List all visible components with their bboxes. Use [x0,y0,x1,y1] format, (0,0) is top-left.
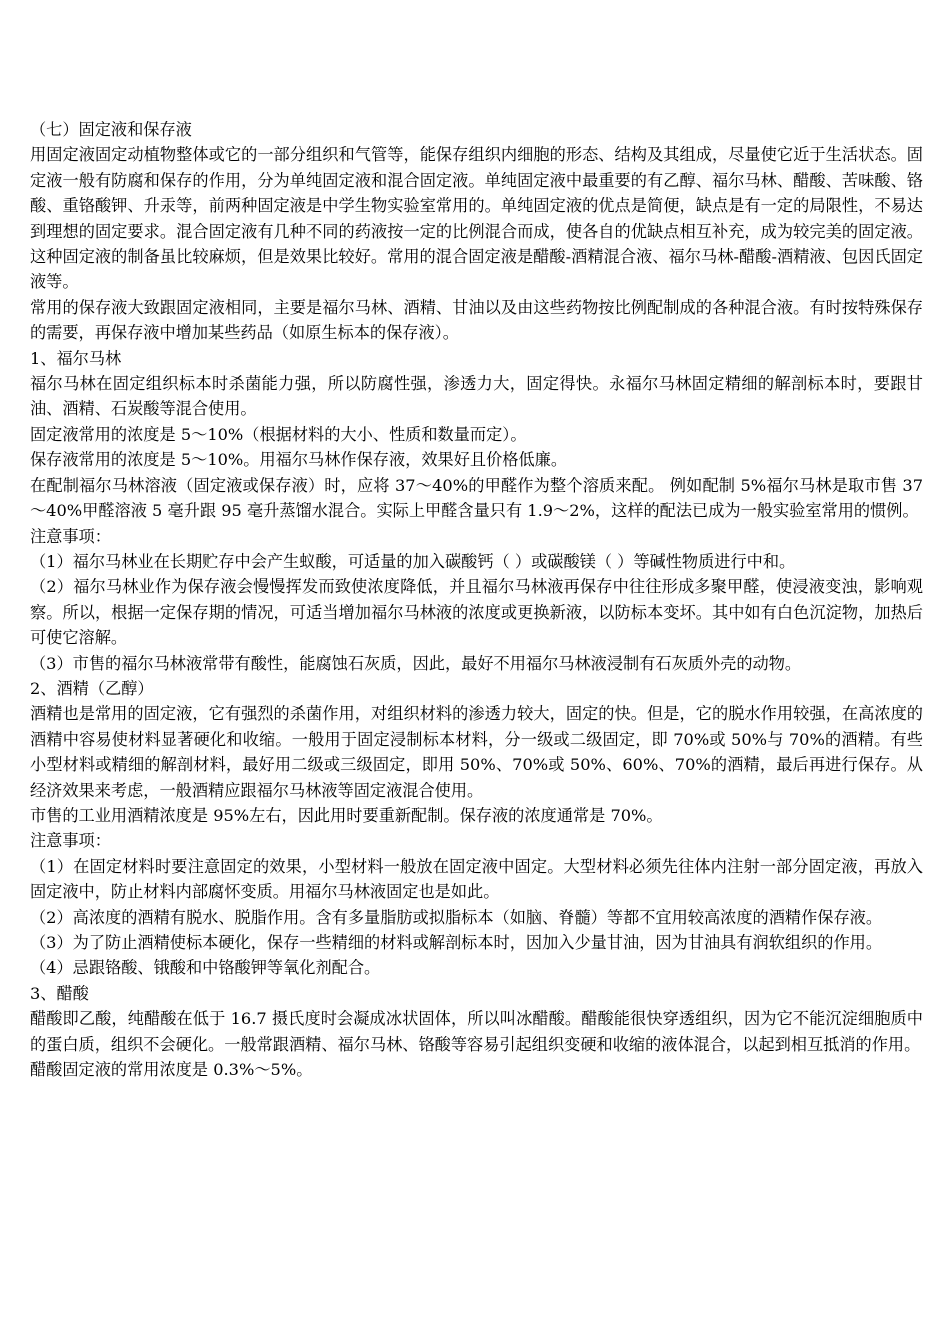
section-heading: （七）固定液和保存液 [30,120,192,139]
subsection-heading: 1、福尔马林 [30,348,122,368]
notes-heading: 注意事项： [30,526,111,546]
body-paragraph: 保存液常用的浓度是 5～10%。用福尔马林作保存液，效果好且价格低廉。 [30,450,568,470]
subsection-heading: 2、酒精（乙醇） [30,678,154,698]
note-item: （1）在固定材料时要注意固定的效果，小型材料一般放在固定液中固定。大型材料必须先往体内注射一部分固定液，再放入固定液中，防止材料内部腐怀变质。用福尔马林液固定也是如此。 [30,856,923,902]
note-item: （2）福尔马林业作为保存液会慢慢挥发而致使浓度降低，并且福尔马林液再保存中往往形成多聚甲醛，使浸液变浊，影响观察。所以，根据一定保存期的情况，可适当增加福尔马林液的浓度或更换新液，以防标本变坏。其中如有白色沉淀物，加热后可使它溶解。 [30,577,923,648]
body-paragraph: 醋酸即乙酸，纯醋酸在低于 16.7 摄氏度时会凝成冰状固体，所以叫冰醋酸。醋酸能很快穿透组织，因为它不能沉淀细胞质中的蛋白质，组织不会硬化。一般常跟酒精、福尔马林、铬酸等容易引起组织变硬和收缩的液体混合，以起到相互抵消的作用。 [30,1009,923,1054]
body-paragraph: 福尔马林在固定组织标本时杀菌能力强，所以防腐性强，渗透力大，固定得快。永福尔马林固定精细的解剖标本时，要跟甘油、酒精、石炭酸等混合使用。 [30,374,923,419]
document-page [30,117,923,1082]
note-item: （1）福尔马林业在长期贮存中会产生蚁酸，可适量的加入碳酸钙（ ）或碳酸镁（ ）等碱性物质进行中和。 [30,551,796,571]
body-paragraph: 在配制福尔马林溶液（固定液或保存液）时，应将 37～40%的甲醛作为整个溶质来配。 例如配制 5%福尔马林是取市售 37～40%甲醛溶液 5 毫升跟 95 毫升蒸馏水混合。实际上甲醛含量只有 1.9～2%，这样的配法已成为一般实验室常用的惯例。 [30,475,923,521]
note-item: （2）高浓度的酒精有脱水、脱脂作用。含有多量脂肪或拟脂标本（如脑、脊髓）等都不宜用较高浓度的酒精作保存液。 [30,907,883,927]
notes-heading: 注意事项： [30,831,111,851]
body-paragraph: 醋酸固定液的常用浓度是 0.3%～5%。 [30,1060,313,1080]
subsection-heading: 3、醋酸 [30,983,89,1003]
body-paragraph: 固定液常用的浓度是 5～10%（根据材料的大小、性质和数量而定）。 [30,424,527,444]
body-paragraph: 市售的工业用酒精浓度是 95%左右，因此用时要重新配制。保存液的浓度通常是 70%。 [30,805,663,825]
body-paragraph: 酒精也是常用的固定液，它有强烈的杀菌作用，对组织材料的渗透力较大，固定的快。但是，它的脱水作用较强，在高浓度的酒精中容易使材料显著硬化和收缩。一般用于固定浸制标本材料，分一级或二级固定，即 70%或 50%与 70%的酒精。有些小型材料或精细的解剖材料，最好用二级或三级固定，即用 50%、70%或 50%、60%、70%的酒精，最后再进行保存。从经济效果来考虑，一般酒精应跟福尔马林液等固定液混合使用。 [30,704,923,800]
body-paragraph: 常用的保存液大致跟固定液相同，主要是福尔马林、酒精、甘油以及由这些药物按比例配制成的各种混合液。有时按特殊保存的需要，再保存液中增加某些药品（如原生标本的保存液）。 [30,297,923,343]
note-item: （3）为了防止酒精使标本硬化，保存一些精细的材料或解剖标本时，因加入少量甘油，因为甘油具有润软组织的作用。 [30,933,883,952]
note-item: （4）忌跟铬酸、锇酸和中铬酸钾等氧化剂配合。 [30,958,381,978]
note-item: （3）市售的福尔马林液常带有酸性，能腐蚀石灰质，因此，最好不用福尔马林液浸制有石灰质外壳的动物。 [30,653,802,673]
body-paragraph: 用固定液固定动植物整体或它的一部分组织和气管等，能保存组织内细胞的形态、结构及其组成，尽量使它近于生活状态。固定液一般有防腐和保存的作用，分为单纯固定液和混合固定液。单纯固定液中最重要的有乙醇、福尔马林、醋酸、苦味酸、铬酸、重铬酸钾、升汞等，前两种固定液是中学生物实验室常用的。单纯固定液的优点是简便，缺点是有一定的局限性，不易达到理想的固定要求。混合固定液有几种不同的药液按一定的比例混合而成，使各自的优缺点相互补充，成为较完美的固定液。这种固定液的制备虽比较麻烦，但是效果比较好。常用的混合固定液是醋酸-酒精混合液、福尔马林-醋酸-酒精液、包因氏固定液等。 [30,145,923,292]
